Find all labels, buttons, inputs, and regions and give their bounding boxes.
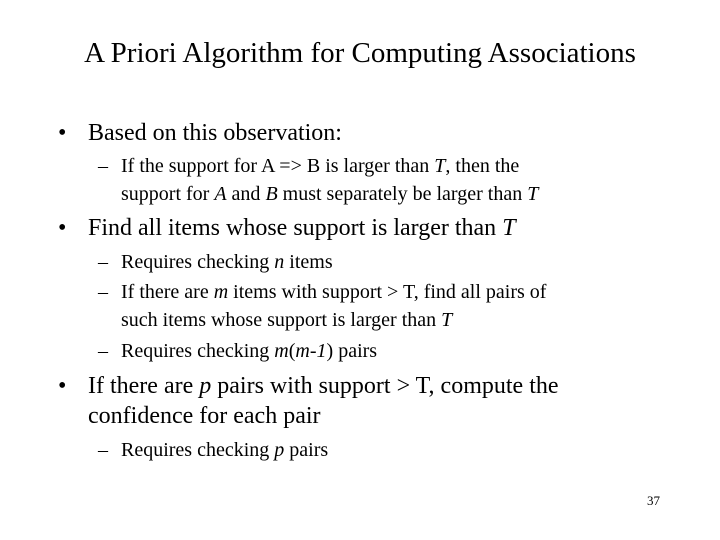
dash-marker: – bbox=[98, 439, 108, 461]
bullet-marker: • bbox=[58, 120, 67, 146]
page-number: 37 bbox=[647, 493, 660, 508]
bullet-2-sub-2 bbox=[98, 278, 658, 334]
bullet-2-sub-3 bbox=[98, 337, 658, 365]
bullet-3 bbox=[58, 371, 678, 431]
sub-text: Requires checking m(m-1) pairs bbox=[121, 340, 378, 362]
sub-text: Requires checking p pairs bbox=[121, 439, 329, 461]
bullet-3-sub-1 bbox=[98, 436, 658, 464]
bullet-marker: • bbox=[58, 373, 67, 399]
bullet-3-text: If there are p pairs with support > T, compute the confidence for each pair bbox=[88, 373, 559, 429]
slide-title: A Priori Algorithm for Computing Associations bbox=[84, 37, 636, 69]
sub-text: Requires checking n items bbox=[121, 251, 333, 273]
dash-marker: – bbox=[98, 281, 108, 303]
bullet-1-sub-1 bbox=[98, 152, 658, 208]
bullet-1-text: Based on this observation: bbox=[88, 120, 342, 146]
sub-text: If there are m items with support > T, find all pairs of such items whose support is larger than T bbox=[121, 281, 547, 331]
bullet-2-sub-1 bbox=[98, 248, 658, 276]
bullet-2-text: Find all items whose support is larger than T bbox=[88, 215, 516, 241]
dash-marker: – bbox=[98, 251, 108, 273]
bullet-2 bbox=[58, 213, 678, 243]
bullet-1 bbox=[58, 118, 678, 148]
sub-text: If the support for A => B is larger than T, then the support for A and B must separately be larger than T bbox=[121, 155, 539, 205]
bullet-marker: • bbox=[58, 215, 67, 241]
dash-marker: – bbox=[98, 155, 108, 177]
dash-marker: – bbox=[98, 340, 108, 362]
